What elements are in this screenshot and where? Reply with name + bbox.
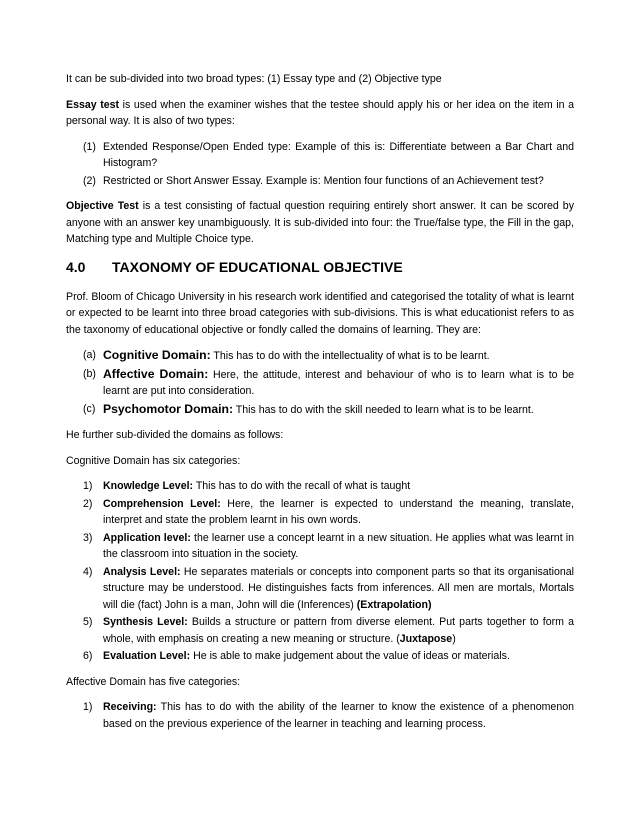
list-number: 2): [83, 497, 93, 510]
list-text: This has to do with the ability of the learner to know the existence of a phenomenon based on the previous experience of the learner in teaching and learning process.: [103, 701, 574, 730]
intro-paragraph: It can be sub-divided into two broad types: (1) Essay type and (2) Objective type: [66, 73, 442, 85]
essay-test-text: is used when the examiner wishes that the testee should apply his or her idea on the item in a personal way. It is also of two types:: [66, 98, 574, 127]
emphasis-term: Juxtapose: [399, 632, 453, 645]
level-label: Knowledge Level:: [103, 480, 194, 492]
list-item: [66, 699, 574, 732]
section-heading: [66, 257, 574, 277]
cognitive-intro: Cognitive Domain has six categories:: [66, 454, 241, 467]
list-text: Builds a structure or pattern from diverse element. Put parts together to form a whole, with emphasis on creating a new meaning or structure. (: [103, 616, 574, 645]
essay-types-list: [66, 139, 574, 190]
list-number: (c): [83, 402, 96, 415]
list-item: [66, 173, 574, 190]
cognitive-list: [66, 478, 574, 665]
list-text: He is able to make judgement about the value of ideas or materials.: [190, 650, 510, 662]
list-text: Extended Response/Open Ended type: Example of this is: Differentiate between a Bar Chart and Histogram?: [103, 140, 574, 169]
list-number: 4): [83, 565, 93, 578]
list-number: 3): [83, 531, 93, 544]
list-item: [66, 366, 574, 400]
document-page: [66, 71, 574, 741]
level-label: Application level:: [103, 531, 191, 544]
domain-label: Affective Domain:: [103, 366, 209, 381]
list-text-tail: ): [452, 632, 456, 645]
objective-test-text: is a test consisting of factual question requiring entirely short answer. It can be scored by anyone with an answer key unambiguously. It is sub-divided into four: the True/false type, the Fill in the gap, Matching type and Multiple Choice type.: [66, 200, 574, 245]
list-text: Restricted or Short Answer Essay. Example is: Mention four functions of an Achievement test?: [103, 174, 544, 187]
list-text: This has to do with the skill needed to learn what is to be learnt.: [233, 403, 534, 416]
level-label: Evaluation Level:: [103, 650, 191, 662]
list-number: (a): [83, 349, 96, 361]
essay-test-paragraph: [66, 97, 574, 130]
list-item: [66, 614, 574, 647]
emphasis-term: (Extrapolation): [356, 598, 432, 611]
level-label: Analysis Level:: [103, 565, 181, 578]
domain-label: Psychomotor Domain:: [103, 401, 234, 416]
affective-intro: Affective Domain has five categories:: [66, 675, 241, 688]
list-text: Here, the attitude, interest and behaviour of who is to learn what is to be learnt are put into consideration.: [103, 368, 574, 397]
essay-test-term: Essay test: [66, 98, 120, 111]
domain-label: Cognitive Domain:: [103, 348, 211, 362]
affective-list: [66, 699, 574, 732]
list-item: [66, 478, 574, 495]
list-item: [66, 347, 574, 365]
list-item: [66, 139, 574, 172]
level-label: Synthesis Level:: [103, 616, 188, 628]
list-text: This has to do with the recall of what is taught: [193, 480, 411, 492]
list-item: [66, 564, 574, 614]
list-item: [66, 496, 574, 529]
section-number: 4.0: [66, 258, 86, 275]
domains-list: [66, 347, 574, 418]
objective-test-term: Objective Test: [66, 200, 139, 212]
list-number: (2): [83, 174, 96, 187]
list-number: (1): [83, 140, 96, 153]
list-text: This has to do with the intellectuality of what is to be learnt.: [210, 350, 490, 362]
list-number: (b): [83, 367, 96, 380]
list-item: [66, 401, 574, 419]
bloom-paragraph: Prof. Bloom of Chicago University in his research work identified and categorised the totality of what is learnt or expected to be learnt into three broad categories with sub-divisions. This is what educationist refers to as the taxonomy of educational objective or fondly called the domains of learning. They are:: [66, 290, 574, 336]
list-number: 1): [83, 701, 93, 713]
objective-test-paragraph: [66, 198, 574, 248]
list-text: Here, the learner is expected to understand the meaning, translate, interpret and state the problem learnt in his own words.: [103, 497, 574, 526]
list-number: 5): [83, 616, 93, 628]
section-title: TAXONOMY OF EDUCATIONAL OBJECTIVE: [112, 258, 403, 275]
list-number: 6): [83, 650, 93, 662]
list-text: He separates materials or concepts into component parts so that its organisational structure may be understood. He distinguishes facts from inferences. All men are mortals, Mortals will die (fact) John is a man, John will die (Inferences): [103, 565, 574, 611]
list-item: [66, 648, 574, 665]
level-label: Receiving:: [103, 701, 157, 713]
list-text: the learner use a concept learnt in a new situation. He applies what was learnt in the classroom into situation in the society.: [103, 531, 574, 560]
level-label: Comprehension Level:: [103, 497, 221, 510]
further-paragraph: He further sub-divided the domains as follows:: [66, 429, 284, 441]
list-item: [66, 530, 574, 563]
list-number: 1): [83, 480, 93, 492]
